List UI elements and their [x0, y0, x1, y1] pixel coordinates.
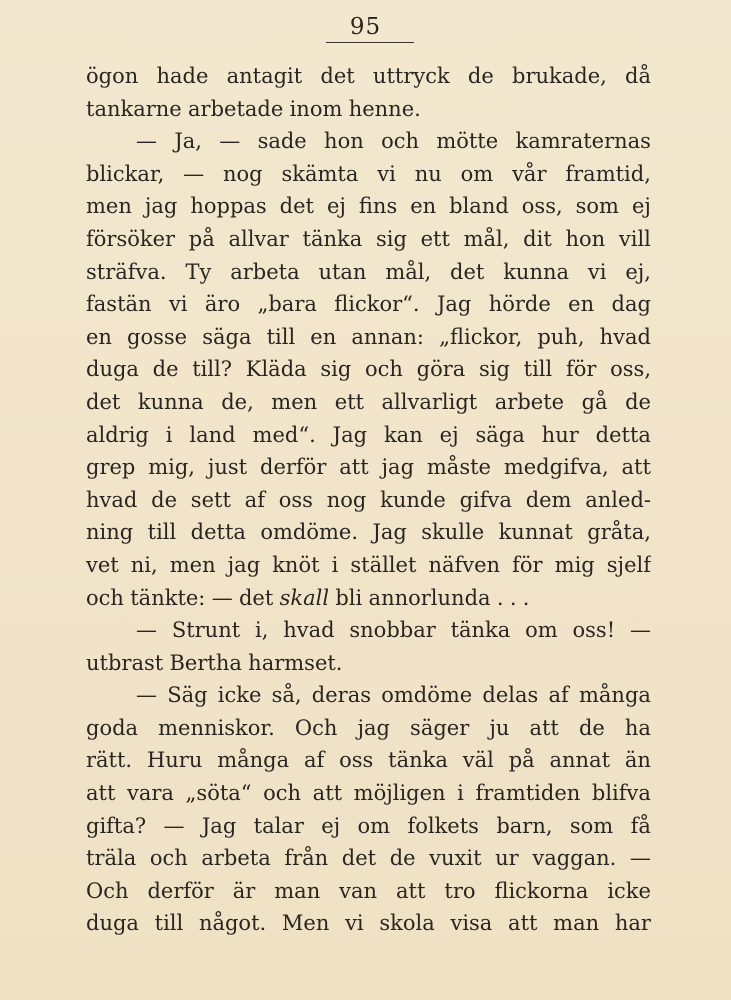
word: att	[621, 455, 651, 480]
word: vår	[512, 161, 547, 186]
word: gifta?	[86, 813, 147, 838]
word: till	[523, 357, 553, 382]
word: det	[341, 846, 377, 871]
word: dem	[525, 487, 572, 512]
word: kunna	[137, 389, 204, 414]
word: nu	[414, 161, 442, 186]
word: „söta“	[185, 781, 252, 806]
word: det	[320, 64, 355, 88]
word: hur	[541, 422, 579, 447]
word: aldrig	[86, 422, 149, 447]
word: mål,	[463, 226, 510, 251]
word: af	[548, 683, 569, 708]
word: utbrast	[86, 650, 164, 675]
word: snobbar	[349, 618, 436, 643]
word: om	[525, 618, 558, 643]
text-line	[86, 679, 651, 712]
word: vara	[127, 781, 174, 806]
word: omdöme	[381, 683, 473, 708]
word: och	[86, 585, 124, 610]
word: om	[460, 161, 494, 186]
word: de,	[221, 389, 254, 414]
text-line	[86, 386, 651, 419]
word: —	[629, 618, 651, 643]
word: måste	[426, 455, 491, 480]
word: sjelf	[606, 552, 651, 577]
text-line	[86, 158, 651, 191]
text-line	[86, 353, 651, 386]
word: sig	[479, 357, 510, 382]
word: Jag	[436, 292, 472, 317]
word: för	[512, 552, 543, 577]
word: kunnat	[498, 520, 573, 545]
word: men	[86, 194, 132, 219]
word: inom	[289, 96, 343, 121]
word: Jag	[201, 813, 237, 838]
text-line	[86, 484, 651, 517]
word: vi	[587, 259, 607, 284]
word: kan	[383, 422, 423, 447]
word: „flickor,	[439, 324, 523, 349]
word: Jag	[372, 520, 407, 545]
word: de	[151, 487, 178, 512]
word: duga	[86, 357, 139, 382]
word: på	[508, 748, 535, 773]
word: Och	[294, 715, 338, 740]
word: oss	[278, 487, 313, 512]
word: något.	[198, 911, 267, 936]
word: det	[279, 194, 314, 219]
word: omdöme.	[260, 520, 359, 545]
word: knöt	[272, 552, 320, 577]
word: att	[339, 455, 369, 480]
word: flickorna	[494, 878, 589, 903]
word: kunde	[380, 487, 446, 512]
text-line	[86, 419, 651, 452]
word: kunna	[503, 259, 570, 284]
word: antagit	[226, 64, 303, 88]
word: säga	[202, 324, 252, 349]
word: äro	[204, 292, 241, 317]
word: mig	[554, 552, 595, 577]
word: som	[569, 813, 614, 838]
word: —	[629, 846, 651, 871]
word: oss	[339, 748, 374, 773]
word: sett	[190, 487, 231, 512]
word: och	[381, 129, 419, 154]
word: kamraternas	[515, 129, 651, 154]
word: Men	[281, 911, 330, 936]
word: anled-	[585, 487, 651, 512]
word: mig,	[148, 455, 195, 480]
word: uttryck	[372, 64, 450, 88]
word: —	[183, 161, 205, 186]
word: derför	[260, 455, 327, 480]
word: tänkte:	[130, 585, 206, 610]
word: hade	[156, 64, 209, 88]
word: och	[149, 846, 188, 871]
word: ett	[334, 389, 364, 414]
word: utan	[318, 259, 367, 284]
word: .	[496, 585, 504, 610]
word: ning	[86, 520, 134, 545]
word: än	[624, 748, 651, 773]
word: från	[284, 846, 329, 871]
word: träla	[86, 846, 137, 871]
word: ha	[624, 715, 651, 740]
word: det	[450, 259, 485, 284]
text-line	[86, 647, 651, 680]
word: mål,	[385, 259, 432, 284]
word: harmset.	[248, 650, 343, 675]
text-line	[86, 549, 651, 582]
word: om	[357, 813, 391, 838]
text-line	[86, 223, 651, 256]
word: detta	[190, 520, 246, 545]
word: man	[553, 911, 600, 936]
word: —	[136, 618, 157, 643]
word: annorlunda	[368, 585, 491, 610]
word: en	[568, 292, 595, 317]
word: .	[509, 585, 517, 610]
word: ej	[326, 194, 346, 219]
word: de	[152, 357, 179, 382]
text-line	[86, 516, 651, 549]
word: hon	[324, 129, 364, 154]
body-text	[86, 60, 651, 940]
word: jag	[381, 455, 415, 480]
word: nog	[223, 161, 263, 186]
text-line	[86, 907, 651, 940]
word: sig	[320, 357, 352, 382]
word: talar	[253, 813, 304, 838]
word: göra	[416, 357, 466, 382]
text-line	[86, 190, 651, 223]
word: man	[274, 878, 321, 903]
text-line	[86, 614, 651, 647]
word: delas	[482, 683, 539, 708]
page-number-rule	[326, 42, 414, 43]
word: oss,	[521, 194, 563, 219]
word: tro	[444, 878, 476, 903]
word: jag	[227, 552, 261, 577]
word: goda	[86, 715, 139, 740]
word: van	[339, 878, 378, 903]
word: till	[147, 520, 177, 545]
word: vet	[86, 552, 119, 577]
word: barn,	[496, 813, 553, 838]
word: många	[579, 683, 651, 708]
word: Ja,	[174, 129, 202, 154]
word: ur	[495, 846, 519, 871]
word: säger	[410, 715, 470, 740]
word: sade	[257, 129, 307, 154]
word: bli	[335, 585, 363, 610]
word: af	[303, 748, 325, 773]
word: land	[189, 422, 236, 447]
word: att	[312, 781, 343, 806]
word: brukade,	[512, 64, 607, 88]
word: icke	[217, 683, 262, 708]
word: icke	[607, 878, 651, 903]
word: oss!	[572, 618, 616, 643]
word: sträfva.	[86, 259, 167, 284]
word: skulle	[421, 520, 485, 545]
word: Huru	[146, 748, 203, 773]
word: och	[365, 357, 403, 382]
word: de	[467, 64, 494, 88]
word: oss,	[610, 357, 651, 382]
word: gifva	[459, 487, 512, 512]
word: så,	[271, 683, 302, 708]
word: dit	[523, 226, 552, 251]
text-line	[86, 777, 651, 810]
word: —	[211, 585, 233, 610]
word: i	[457, 781, 464, 806]
word: ni,	[130, 552, 158, 577]
word: derför	[147, 878, 214, 903]
word: dag	[611, 292, 651, 317]
word: de	[389, 846, 416, 871]
word: skämta	[281, 161, 359, 186]
word: arbeta	[230, 259, 300, 284]
text-line	[86, 744, 651, 777]
word: folkets	[407, 813, 479, 838]
word: arbetade	[188, 96, 284, 121]
word: framtiden	[475, 781, 581, 806]
word: ej,	[625, 259, 651, 284]
word: Strunt	[171, 618, 241, 643]
word: duga	[86, 911, 139, 936]
word: flickor“.	[334, 292, 420, 317]
word: då	[625, 64, 651, 88]
word: i,	[254, 618, 269, 643]
word: allvar	[228, 226, 289, 251]
word: mötte	[436, 129, 499, 154]
word: men	[271, 389, 318, 414]
emphasized-word: skall	[279, 585, 330, 610]
word: hvad	[86, 487, 138, 512]
word: blifva	[591, 781, 651, 806]
word: gå	[581, 389, 608, 414]
word: grep	[86, 455, 136, 480]
word: Säg	[167, 683, 208, 708]
word: ej	[439, 422, 459, 447]
word: blickar,	[86, 161, 165, 186]
word: de	[578, 715, 605, 740]
word: en	[310, 324, 337, 349]
word: henne.	[348, 96, 421, 121]
word: .	[522, 585, 530, 610]
word: vi	[345, 911, 364, 936]
word: Kläda	[245, 357, 307, 382]
word: en	[86, 324, 112, 349]
word: de	[625, 389, 651, 414]
word: bland	[449, 194, 509, 219]
word: ej	[631, 194, 651, 219]
text-line	[86, 256, 651, 289]
word: ögon	[86, 64, 139, 88]
word: —	[163, 813, 185, 838]
word: visa	[450, 911, 493, 936]
word: puh,	[537, 324, 585, 349]
word: Ty	[185, 259, 212, 284]
word: vill	[618, 226, 651, 251]
word: säga	[475, 422, 525, 447]
word: jag	[357, 715, 390, 740]
word: och	[263, 781, 302, 806]
text-line	[86, 125, 651, 158]
word: tänka	[388, 748, 448, 773]
word: hvad	[599, 324, 651, 349]
word: gråta,	[587, 520, 651, 545]
word: framtid,	[565, 161, 651, 186]
text-line	[86, 875, 651, 908]
word: „bara	[257, 292, 317, 317]
text-line	[86, 582, 651, 615]
word: i	[331, 552, 339, 577]
text-line	[86, 712, 651, 745]
word: försöker	[86, 226, 176, 251]
word: hon	[565, 226, 606, 251]
word: gosse	[127, 324, 188, 349]
word: till?	[192, 357, 233, 382]
word: ett	[420, 226, 450, 251]
word: annat	[549, 748, 611, 773]
word: ju	[489, 715, 510, 740]
word: —	[136, 683, 157, 708]
word: det	[238, 585, 274, 610]
text-line	[86, 93, 651, 126]
word: tänka	[302, 226, 363, 251]
word: att	[86, 781, 116, 806]
text-line	[86, 451, 651, 484]
word: för	[565, 357, 597, 382]
text-line	[86, 288, 651, 321]
word: med“.	[252, 422, 316, 447]
word: nog	[326, 487, 367, 512]
word: stället	[350, 552, 417, 577]
word: till	[154, 911, 184, 936]
word: en	[410, 194, 437, 219]
text-line	[86, 60, 651, 93]
word: fastän	[86, 292, 152, 317]
word: att	[396, 878, 426, 903]
word: vaggan.	[532, 846, 617, 871]
word: Och	[86, 878, 129, 903]
word: till	[266, 324, 296, 349]
word: ej	[321, 813, 341, 838]
word: jag	[144, 194, 178, 219]
word: medgifva,	[503, 455, 609, 480]
word: men	[169, 552, 216, 577]
word: allvarligt	[381, 389, 478, 414]
word: har	[614, 911, 651, 936]
word: i	[165, 422, 173, 447]
word: väl	[462, 748, 494, 773]
word: möjligen	[353, 781, 446, 806]
word: arbeta	[201, 846, 271, 871]
text-line	[86, 810, 651, 843]
text-line	[86, 842, 651, 875]
word: många	[217, 748, 290, 773]
word: tankarne	[86, 96, 182, 121]
word: Jag	[332, 422, 368, 447]
word: just	[207, 455, 248, 480]
word: näfven	[428, 552, 501, 577]
word: på	[188, 226, 215, 251]
word: rätt.	[86, 748, 133, 773]
text-line	[86, 321, 651, 354]
word: att	[529, 715, 559, 740]
word: fins	[358, 194, 398, 219]
word: att	[508, 911, 538, 936]
word: hoppas	[190, 194, 267, 219]
word: sig	[375, 226, 407, 251]
word: detta	[595, 422, 651, 447]
word: det	[86, 389, 121, 414]
word: menniskor.	[158, 715, 275, 740]
word: hörde	[488, 292, 551, 317]
word: få	[630, 813, 651, 838]
word: vi	[168, 292, 188, 317]
word: —	[136, 129, 157, 154]
word: —	[219, 129, 241, 154]
word: är	[232, 878, 256, 903]
word: Bertha	[169, 650, 242, 675]
word: vuxit	[429, 846, 482, 871]
word: som	[575, 194, 619, 219]
word: tänka	[450, 618, 511, 643]
word: hvad	[283, 618, 335, 643]
page-number: 95	[349, 14, 382, 40]
word: vi	[377, 161, 396, 186]
word: skola	[379, 911, 435, 936]
word: arbete	[494, 389, 565, 414]
word: annan:	[351, 324, 425, 349]
word: deras	[311, 683, 372, 708]
word: af	[244, 487, 265, 512]
